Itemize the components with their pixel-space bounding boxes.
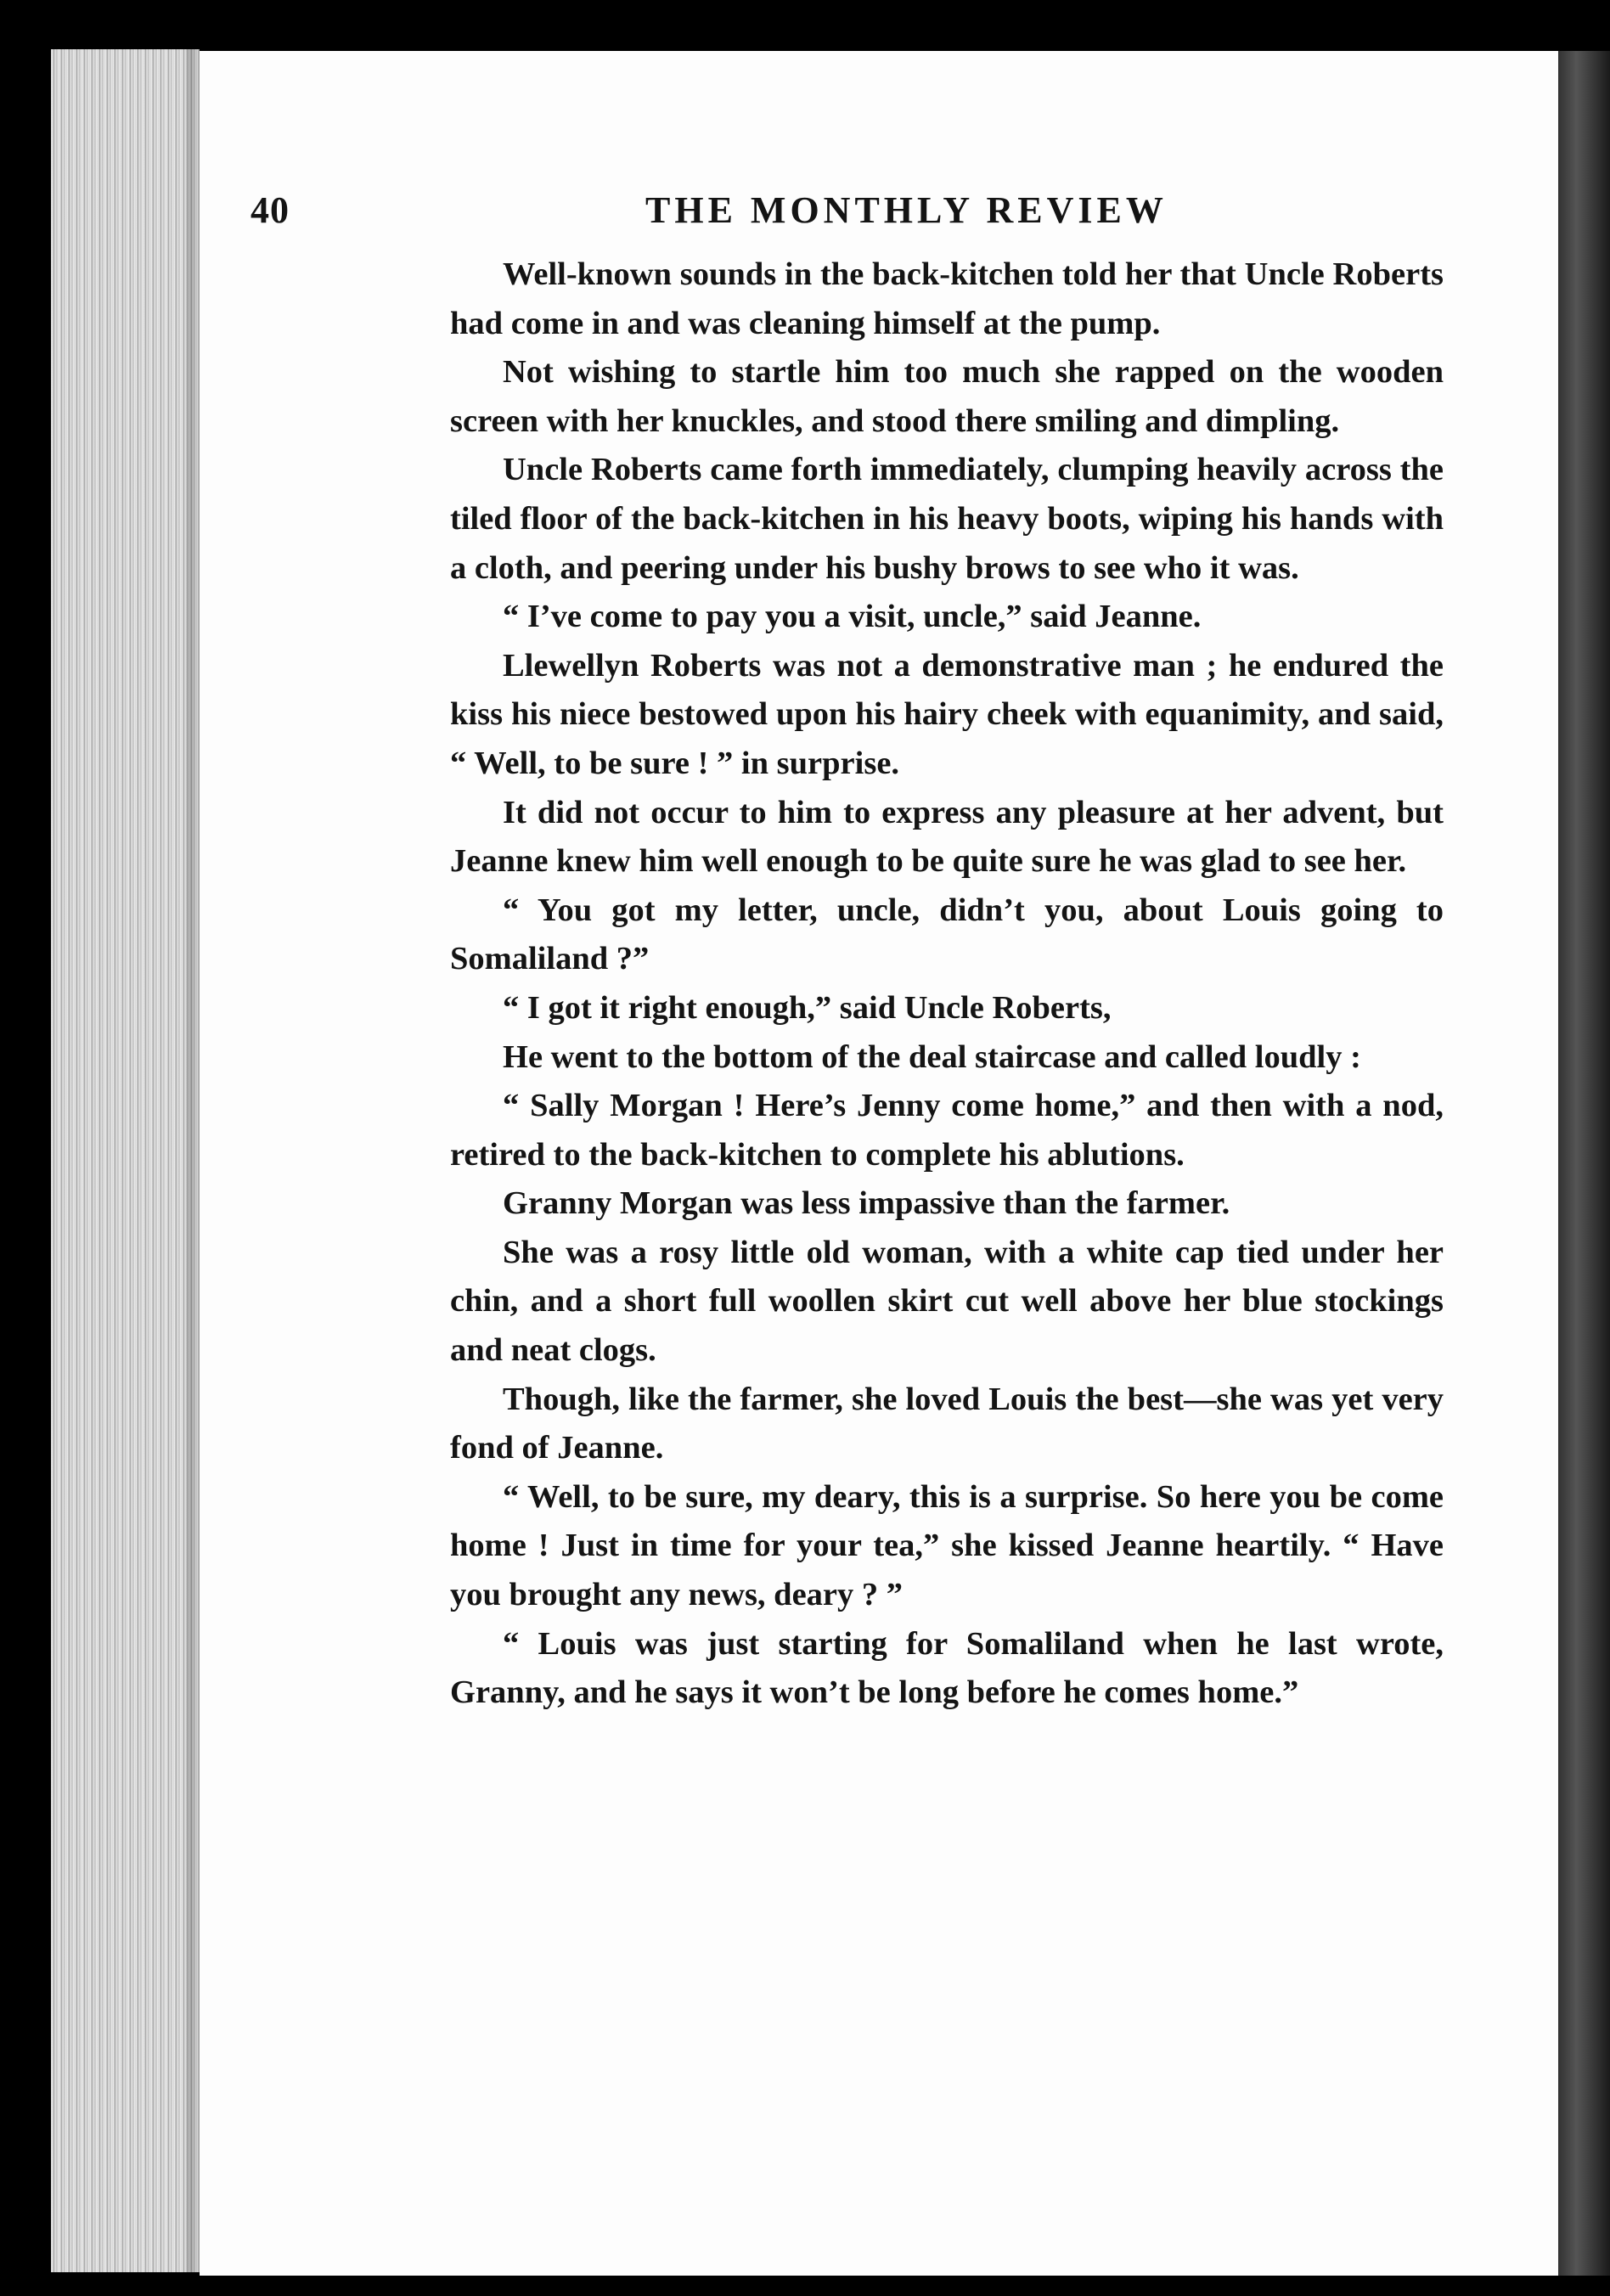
paragraph: Not wishing to startle him too much she rapped on the wooden screen with her knuckles, and stood there smiling and dimpling. [450, 354, 1444, 439]
paragraph: “ Sally Morgan ! Here’s Jenny come home,” and then with a nod, retired to the back-kitchen to complete his ablutions. [450, 1088, 1444, 1173]
paragraph: “ Louis was just starting for Somaliland when he last wrote, Granny, and he says it won’t be long before he comes home.” [450, 1625, 1444, 1711]
paragraph: “ You got my letter, uncle, didn’t you, about Louis going to Somaliland ?” [450, 892, 1444, 977]
paragraph: Granny Morgan was less impassive than the farmer. [503, 1185, 1230, 1222]
page-stack-edge [51, 49, 200, 2272]
paragraph: Though, like the farmer, she loved Louis the best—she was yet very fond of Jeanne. [450, 1381, 1444, 1466]
page-header [251, 189, 1499, 248]
paragraph: Uncle Roberts came forth immediately, clumping heavily across the tiled floor of the back-kitchen in his heavy boots, wiping his hands with a cloth, and peering under his bushy brows to see who it was. [450, 452, 1444, 586]
paragraph: “ I’ve come to pay you a visit, uncle,” said Jeanne. [503, 599, 1202, 635]
paragraph: Llewellyn Roberts was not a demonstrative man ; he endured the kiss his niece bestowed upon his hairy cheek with equanimity, and said, “ Well, to be sure ! ” in surprise. [450, 647, 1444, 781]
body-text [450, 250, 1444, 1718]
paragraph: Well-known sounds in the back-kitchen told her that Uncle Roberts had come in and was cleaning himself at the pump. [450, 256, 1444, 341]
paragraph: “ I got it right enough,” said Uncle Roberts, [503, 989, 1112, 1026]
right-page-edge [1554, 51, 1610, 2276]
running-title: THE MONTHLY REVIEW [645, 189, 1168, 231]
paragraph: He went to the bottom of the deal staircase and called loudly : [503, 1038, 1361, 1075]
page-number: 40 [251, 189, 290, 231]
paragraph: It did not occur to him to express any pleasure at her advent, but Jeanne knew him well enough to be quite sure he was glad to see her. [450, 794, 1444, 880]
paragraph: “ Well, to be sure, my deary, this is a surprise. So here you be come home ! Just in time for your tea,” she kissed Jeanne heartily. “ Have you brought any news, deary ? ” [450, 1478, 1444, 1613]
paragraph: She was a rosy little old woman, with a white cap tied under her chin, and a short full woollen skirt cut well above her blue stockings and neat clogs. [450, 1234, 1444, 1369]
